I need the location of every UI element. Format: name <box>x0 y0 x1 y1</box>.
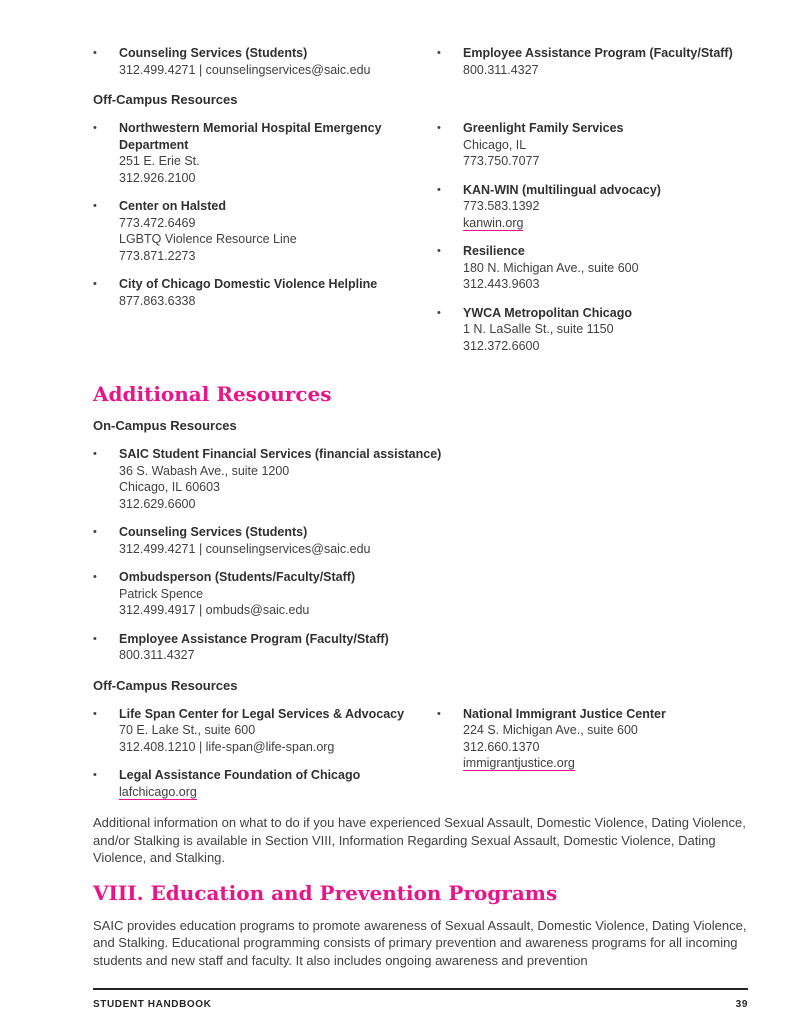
bullet-marker: • <box>93 200 97 212</box>
resource-title: Life Span Center for Legal Services & Advocacy <box>119 706 405 721</box>
resource-link[interactable]: lafchicago.org <box>119 784 197 799</box>
resource-title: Center on Halsted <box>119 199 226 213</box>
resource-title: Northwestern Memorial Hospital Emergency Department <box>119 121 382 152</box>
resource-item <box>93 120 423 186</box>
section-viii-paragraph: SAIC provides education programs to promote awareness of Sexual Assault, Domestic Violence, Dating Violence, and Stalking. Educational programming consists of primary prevention and awareness programs for all incoming students and new staff and faculty. It also includes ongoing awareness and prevention <box>93 917 747 968</box>
bullet-marker: • <box>93 278 97 290</box>
bullet-marker: • <box>93 122 97 134</box>
resource-detail-line: 773.750.7077 <box>463 154 540 168</box>
resource-title: Ombudsperson (Students/Faculty/Staff) <box>119 570 356 584</box>
additional-info-paragraph: Additional information on what to do if you have experienced Sexual Assault, Domestic Violence, Dating Violence, and/or Stalking is available in Section VIII, Information Regarding Sexual Assault, Domestic Violence, Dating Violence, and Stalking. <box>93 815 746 865</box>
bullet-marker: • <box>93 571 97 583</box>
top-resources-section <box>93 45 748 366</box>
resource-detail-line: 800.311.4327 <box>463 62 539 77</box>
resource-title: Legal Assistance Foundation of Chicago <box>119 768 361 782</box>
column-spacer <box>437 90 734 120</box>
off-campus-resources-section <box>93 706 748 813</box>
resource-detail-line: 773.472.6469 <box>119 215 196 230</box>
resource-body <box>119 198 297 264</box>
resource-group-heading: Off-Campus Resources <box>93 92 238 107</box>
resource-detail-line: 312.443.9603 <box>463 277 540 291</box>
resource-detail-line: 800.311.4327 <box>119 648 195 662</box>
resource-item <box>437 706 734 772</box>
resource-detail-line: Chicago, IL <box>463 137 527 152</box>
resource-detail-line: 36 S. Wabash Ave., suite 1200 <box>119 463 290 478</box>
resource-detail-line: 224 S. Michigan Ave., suite 600 <box>463 723 638 737</box>
bullet-marker: • <box>93 526 97 538</box>
resource-link-line <box>119 784 360 801</box>
resource-body <box>119 767 360 800</box>
bullet-marker: • <box>437 122 441 134</box>
off-campus-resources-heading: Off-Campus Resources <box>93 677 238 693</box>
resource-link-line <box>463 215 661 232</box>
resource-item <box>437 243 734 293</box>
bullet-marker: • <box>93 448 97 460</box>
resource-title: Employee Assistance Program (Faculty/Staff) <box>463 46 733 60</box>
resource-item <box>93 446 748 512</box>
resource-body <box>119 524 371 557</box>
resource-title: National Immigrant Justice Center <box>463 706 666 721</box>
footer-rule <box>93 988 748 990</box>
resource-detail-line: 312.372.6600 <box>463 338 540 353</box>
resource-detail-line: 312.408.1210 | life-span@life-span.org <box>119 739 335 754</box>
footer-page-number: 39 <box>735 999 748 1010</box>
on-campus-resources-list <box>93 446 748 664</box>
resource-detail-line: 180 N. Michigan Ave., suite 600 <box>463 260 639 275</box>
bullet-marker: • <box>93 632 97 645</box>
resource-detail-line: 312.926.2100 <box>119 170 196 185</box>
resource-item <box>93 524 748 557</box>
resource-title: Resilience <box>463 244 525 258</box>
resource-body <box>119 276 377 309</box>
bullet-marker: • <box>437 707 441 720</box>
resource-detail-line: LGBTQ Violence Resource Line <box>119 232 297 246</box>
bullet-marker: • <box>437 245 441 257</box>
resource-body <box>463 45 733 78</box>
resource-item <box>437 120 734 170</box>
on-campus-resources-heading: On-Campus Resources <box>93 418 237 433</box>
resource-detail-line: 773.583.1392 <box>463 199 540 213</box>
resource-body <box>119 45 371 78</box>
bullet-marker: • <box>437 47 441 59</box>
top-right-column <box>437 45 748 366</box>
resource-detail-line: 1 N. LaSalle St., suite 1150 <box>463 322 614 336</box>
resource-body <box>119 446 441 512</box>
resource-body <box>119 569 355 619</box>
resource-detail-line: 70 E. Lake St., suite 600 <box>119 723 256 737</box>
resource-detail-line: 773.871.2273 <box>119 248 196 263</box>
resource-item <box>437 45 734 78</box>
resource-item <box>93 45 423 78</box>
additional-resources-heading: Additional Resources <box>93 382 332 406</box>
top-left-column <box>93 45 437 366</box>
resource-body <box>119 120 423 186</box>
resource-item <box>437 305 734 355</box>
bullet-marker: • <box>437 306 441 319</box>
footer-row <box>93 999 748 1010</box>
bullet-marker: • <box>437 183 441 196</box>
resource-title: KAN-WIN (multilingual advocacy) <box>463 182 661 197</box>
resource-body <box>463 706 666 772</box>
resource-body <box>463 120 624 170</box>
resource-item <box>93 631 748 664</box>
resource-link[interactable]: immigrantjustice.org <box>463 756 575 770</box>
resource-body <box>119 706 404 756</box>
resource-detail-line: 312.499.4917 | ombuds@saic.edu <box>119 603 310 617</box>
resource-detail-line: Chicago, IL 60603 <box>119 480 221 494</box>
resource-item <box>93 706 423 756</box>
resource-item <box>93 276 423 309</box>
resource-item <box>437 182 734 232</box>
resource-body <box>463 305 632 355</box>
resource-item <box>93 767 423 800</box>
bullet-marker: • <box>93 47 97 59</box>
off-campus-right-column <box>437 706 748 813</box>
footer-handbook-label: STUDENT HANDBOOK <box>93 999 212 1010</box>
resource-title: SAIC Student Financial Services (financial assistance) <box>119 447 442 461</box>
resource-detail-line: 312.499.4271 | counselingservices@saic.edu <box>119 541 371 556</box>
resource-detail-line: 251 E. Erie St. <box>119 154 200 168</box>
resource-detail-line: 312.629.6600 <box>119 496 196 511</box>
bullet-marker: • <box>93 707 97 720</box>
resource-title: City of Chicago Domestic Violence Helpline <box>119 277 378 291</box>
resource-title: Counseling Services (Students) <box>119 525 308 539</box>
resource-detail-line: 312.660.1370 <box>463 739 540 754</box>
resource-title: YWCA Metropolitan Chicago <box>463 305 632 320</box>
resource-body <box>119 631 389 664</box>
section-viii-heading: VIII. Education and Prevention Programs <box>93 880 558 905</box>
resource-title: Employee Assistance Program (Faculty/Staff) <box>119 631 389 646</box>
resource-title: Greenlight Family Services <box>463 121 624 135</box>
resource-item <box>93 569 748 619</box>
resource-body <box>463 243 639 293</box>
resource-detail-line: 312.499.4271 | counselingservices@saic.edu <box>119 62 371 77</box>
resource-detail-line: 877.863.6338 <box>119 293 196 308</box>
resource-link[interactable]: kanwin.org <box>463 215 524 230</box>
resource-item <box>93 198 423 264</box>
resource-title: Counseling Services (Students) <box>119 46 308 60</box>
resource-detail-line: Patrick Spence <box>119 586 204 601</box>
page-footer <box>93 988 748 1010</box>
resource-body <box>463 182 661 232</box>
off-campus-left-column <box>93 706 437 813</box>
bullet-marker: • <box>93 769 97 781</box>
resource-link-line <box>463 755 666 772</box>
